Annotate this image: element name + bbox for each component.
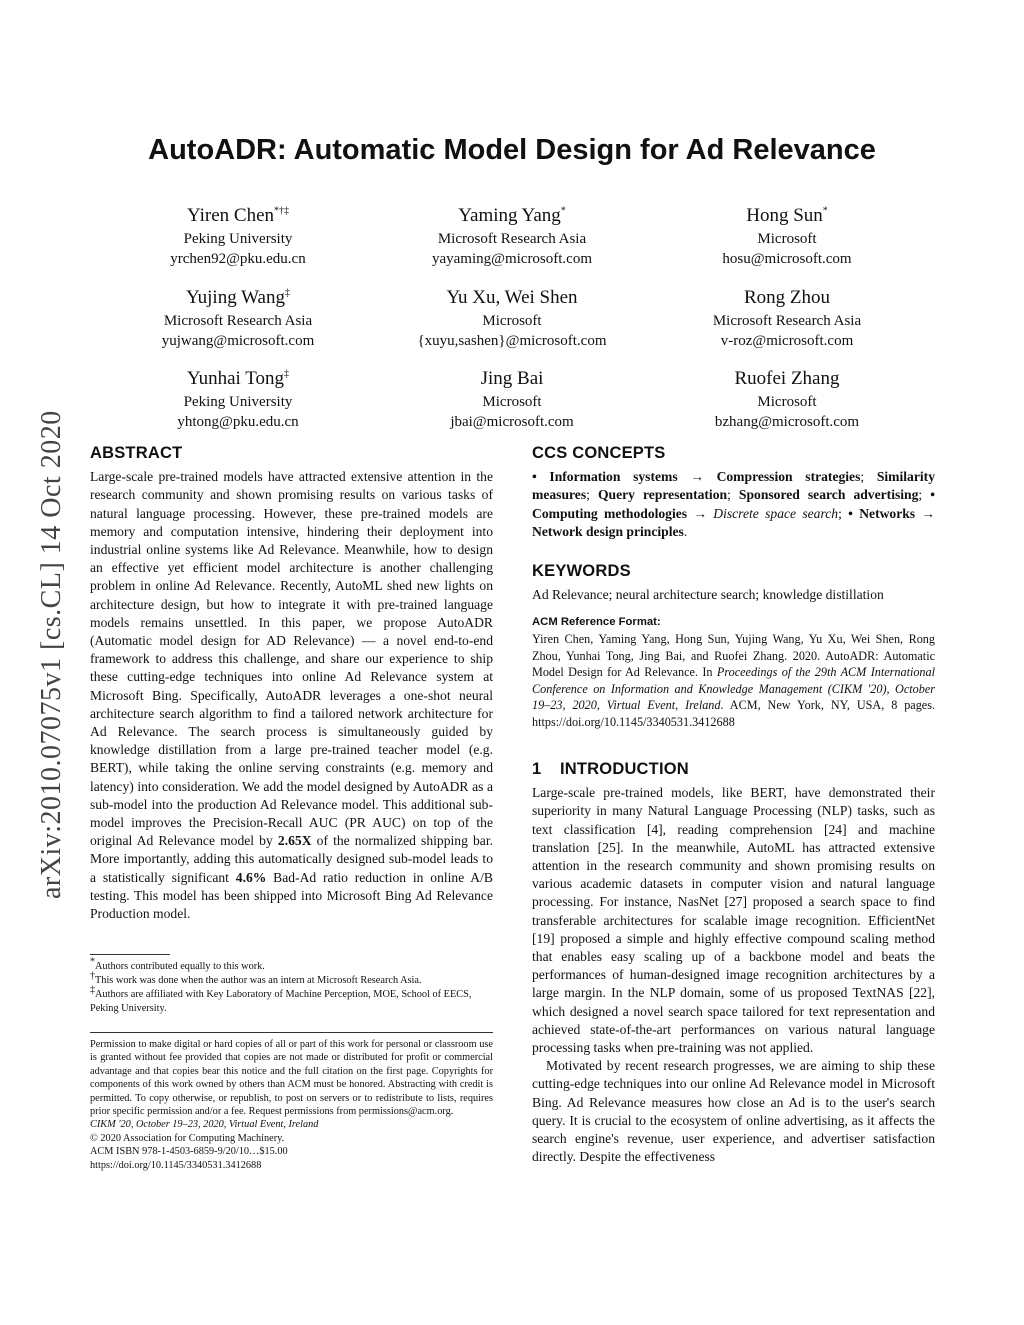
permission-text: Permission to make digital or hard copies of all or part of this work for personal or classroom use is granted without fee provided that copies are not made or distributed for profit or commercial advantage and that copies bear this notice and the full citation on the first page. Copyrights for components of this work owned by others than ACM must be honored. Abstracting with credit is permitted. To copy otherwise, or republish, to post on servers or to redistribute to lists, requires prior specific permission and/or a fee. Request permissions from permissions@acm.org. — [90, 1039, 493, 1118]
author-block — [382, 367, 642, 432]
author-block — [382, 204, 642, 269]
metric-badad: 4.6% — [235, 869, 267, 885]
doi-link[interactable]: https://doi.org/10.1145/3340531.3412688 — [90, 1159, 262, 1171]
paper-title: AutoADR: Automatic Model Design for Ad Relevance — [148, 134, 876, 166]
author-affiliation: Peking University — [183, 394, 293, 410]
author-name: Yujing Wang — [186, 287, 285, 308]
footnote-divider — [90, 954, 170, 955]
acm-reference-text: Yiren Chen, Yaming Yang, Hong Sun, Yujing Wang, Yu Xu, Wei Shen, Rong Zhou, Yunhai Tong, Jing Bai, and Ruofei Zhang. 2020. AutoADR: Automatic Model Design for Ad Relevance. In Proceedings of the 29th ACM International Conference on Information and Knowledge Management (CIKM '20), October 19–23, 2020, Virtual Event, Ireland. ACM, New York, NY, USA, 8 pages. https://doi.org/10.1145/3340531.3412688 — [532, 632, 936, 729]
author-affiliation: Microsoft — [757, 394, 817, 410]
author-email[interactable]: yhtong@pku.edu.cn — [177, 414, 299, 430]
author-name: Hong Sun — [746, 205, 823, 226]
author-block — [108, 286, 368, 351]
author-affiliation: Microsoft Research Asia — [163, 313, 313, 329]
author-block — [657, 286, 917, 351]
permission-divider — [90, 1032, 493, 1033]
author-block — [657, 204, 917, 269]
copyright-line: © 2020 Association for Computing Machinery. — [90, 1132, 285, 1144]
author-marks: ‡ — [284, 287, 290, 299]
author-email[interactable]: bzhang@microsoft.com — [714, 414, 860, 430]
author-block — [382, 286, 642, 351]
author-name: Yunhai Tong — [186, 368, 284, 389]
keywords-heading: KEYWORDS — [532, 562, 631, 580]
isbn-line: ACM ISBN 978-1-4503-6859-9/20/10…$15.00 — [90, 1146, 288, 1158]
footnote-2: This work was done when the author was an intern at Microsoft Research Asia. — [95, 975, 422, 986]
author-affiliation: Microsoft — [757, 231, 817, 247]
author-affiliation: Microsoft — [482, 313, 542, 329]
author-marks: ‡ — [284, 368, 289, 380]
author-affiliation: Microsoft — [482, 394, 542, 410]
author-affiliation: Microsoft Research Asia — [437, 231, 587, 247]
author-marks: *†‡ — [274, 205, 290, 217]
author-name: Yaming Yang — [458, 205, 561, 226]
author-block — [108, 367, 368, 432]
author-marks: * — [560, 205, 566, 217]
abstract-heading: ABSTRACT — [90, 444, 183, 462]
metric-prauc: 2.65X — [277, 833, 312, 849]
author-email[interactable]: v-roz@microsoft.com — [720, 333, 854, 349]
ccs-section — [532, 444, 935, 541]
keywords-section — [532, 562, 935, 604]
author-email[interactable]: {xuyu,sashen}@microsoft.com — [417, 333, 607, 349]
ccs-heading: CCS CONCEPTS — [532, 444, 666, 462]
acm-reference-heading: ACM Reference Format: — [532, 616, 661, 628]
author-email[interactable]: yrchen92@pku.edu.cn — [170, 251, 306, 267]
author-affiliation: Peking University — [183, 231, 293, 247]
footnotes: *Authors contributed equally to this work. †This work was done when the author was an intern at Microsoft Research Asia. ‡Authors are affiliated with Key Laboratory of Machine Perception, MOE, School of EECS, Peking University. — [90, 956, 472, 1014]
author-email[interactable]: hosu@microsoft.com — [722, 251, 852, 267]
arxiv-stamp: arXiv:2010.07075v1 [cs.CL] 14 Oct 2020 — [36, 410, 67, 899]
author-email[interactable]: yayaming@microsoft.com — [431, 251, 593, 267]
intro-paragraph-2: Motivated by recent research progresses, we are aiming to ship these cutting-edge techniques into our online Ad Relevance model in Microsoft Bing. Ad Relevance measures how close an Ad is to the user's search query. It is crucial to the ecosystem of online advertising, as it affects the search engine's revenue, user experience, and advertiser satisfaction directly. Despite the effectiveness — [532, 1058, 935, 1165]
author-name: Yiren Chen — [186, 205, 275, 226]
author-block — [657, 367, 917, 432]
author-name: Rong Zhou — [743, 287, 831, 308]
permission-block — [90, 1038, 493, 1172]
author-email[interactable]: yujwang@microsoft.com — [161, 333, 315, 349]
keywords-text: Ad Relevance; neural architecture search; knowledge distillation — [532, 587, 884, 603]
footnote-1: Authors contributed equally to this work. — [95, 961, 265, 972]
abstract-section — [90, 444, 493, 923]
author-block — [108, 204, 368, 269]
introduction-heading: 1 INTRODUCTION — [532, 760, 689, 778]
author-affiliation: Microsoft Research Asia — [712, 313, 862, 329]
author-email[interactable]: jbai@microsoft.com — [450, 414, 574, 430]
introduction-section — [532, 760, 935, 1166]
footnote-3: Authors are affiliated with Key Laboratory of Machine Perception, MOE, School of EECS, Peking University. — [90, 989, 472, 1014]
author-name: Ruofei Zhang — [734, 368, 840, 389]
author-marks: * — [822, 205, 828, 217]
acm-reference — [532, 616, 935, 731]
abstract-text: Large-scale pre-trained models have attracted extensive attention in the research community and shown promising results on various tasks of natural language processing. However, these pre-trained models are memory and computation intensive, hindering their deployment into industrial online systems like Ad Relevance. Meanwhile, how to design an effective yet efficient model architecture is another challenging problem in online Ad Relevance. Recently, AutoML shed new lights on architecture design, but how to integrate it with pre-trained language models remains unsettled. In this paper, we propose AutoADR (Automatic model design for AD Relevance) — a novel end-to-end framework to address this challenge, and share our experience to ship these cutting-edge techniques into online Ad Relevance system at Microsoft Bing. Specifically, AutoADR leverages a one-shot neural architecture search algorithm to find a tailored network architecture for Ad Relevance. The search process is simultaneously guided by knowledge distillation from a large pre-trained teacher model (e.g. BERT), while taking the online serving constraints (e.g. memory and latency) into consideration. We add the model designed by AutoADR as a sub-model into the production Ad Relevance model. This additional sub-model improves the Precision-Recall AUC (PR AUC) on top of the original Ad Relevance model by 2.65X of the normalized shipping bar. More importantly, adding this automatically designed sub-model leads to a statistically significant 4.6% Bad-Ad ratio reduction in online A/B testing. This model has been shipped into Microsoft Bing Ad Relevance Production model. — [90, 469, 494, 922]
intro-paragraph-1: Large-scale pre-trained models, like BERT, have demonstrated their superiority in many Natural Language Processing (NLP) tasks, such as text classification [4], reading comprehension [24] and machine translation [25]. In the meanwhile, AutoML has attracted extensive attention in the research community and shown promising results on various academic datasets in computer vision and natural language processing. For instance, NasNet [27] proposed a search space to find transferable architectures for scalable image recognition. EfficientNet [19] proposed a simple and highly effective compound scaling method that enables easy scaling up of a backbone model and beats the performances of human-designed image recognition architectures by a large margin. In the NLP domain, some of us proposed TextNAS [22], which designed a novel search space tailored for text representation and achieved state-of-the-art performances on various natural language processing tasks when pre-training was not applied. — [532, 785, 935, 1056]
author-name: Jing Bai — [480, 368, 544, 389]
ccs-text: • Information systems → Compression strategies; Similarity measures; Query representation; Sponsored search advertising; • Computing methodologies → Discrete space search; • Networks → Network design principles. — [532, 469, 935, 539]
author-name: Yu Xu, Wei Shen — [446, 287, 578, 308]
venue-line: CIKM '20, October 19–23, 2020, Virtual Event, Ireland — [90, 1119, 319, 1131]
